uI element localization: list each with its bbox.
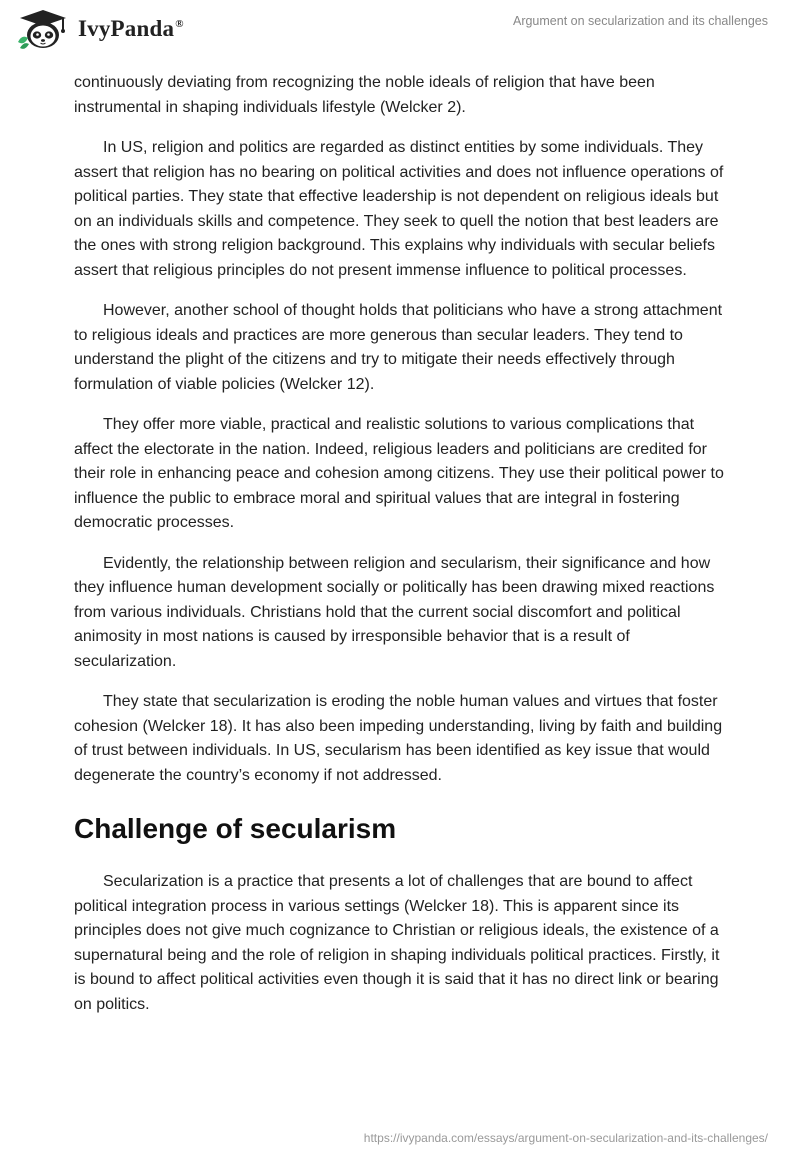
page-header <box>0 0 800 70</box>
ivypanda-logo[interactable] <box>14 8 184 50</box>
document-title: Argument on secularization and its challenges <box>512 14 768 28</box>
section-heading: Challenge of secularism <box>74 813 397 844</box>
paragraph: continuously deviating from recognizing the noble ideals of religion that have been instrumental in shaping individuals lifestyle (Welcker 2). <box>74 74 655 116</box>
brand-name: IvyPanda® <box>78 16 184 41</box>
paragraph: In US, religion and politics are regarded as distinct entities by some individuals. They assert that religion has no bearing on political activities and does not influence operations of political parties. They state that effective leadership is not dependent on religious ideals but on an individuals skills and competence. They seek to quell the notion that best leaders are the ones with strong religion background. This explains why individuals with secular beliefs assert that religious principles do not present immense influence to political processes. <box>74 139 724 279</box>
source-url[interactable]: https://ivypanda.com/essays/argument-on-secularization-and-its-challenges/ <box>363 1131 768 1145</box>
paragraph: They state that secularization is eroding the noble human values and virtues that foster cohesion (Welcker 18). It has also been impeding understanding, living by faith and building of trust between individuals. In US, secularism has been identified as key issue that would degenerate the country’s economy if not addressed. <box>74 693 723 784</box>
paragraph: Evidently, the relationship between religion and secularism, their significance and how they influence human development socially or politically has been drawing mixed reactions from various individuals. Christians hold that the current social discomfort and political animosity in most nations is caused by irresponsible behavior that is a result of secularization. <box>74 554 715 670</box>
essay-body <box>74 71 734 1033</box>
paragraph: They offer more viable, practical and realistic solutions to various complications that affect the electorate in the nation. Indeed, religious leaders and politicians are credited for their role in enhancing peace and cohesion among citizens. They use their political power to influence the public to embrace moral and spiritual values that are integral in fostering democratic processes. <box>74 416 724 531</box>
panda-graduate-icon <box>14 8 72 50</box>
paragraph: However, another school of thought holds that politicians who have a strong attachment to religious ideals and practices are more generous than secular leaders. They tend to understand the plight of the citizens and try to mitigate their needs effectively through formulation of viable policies (Welcker 12). <box>74 302 723 393</box>
paragraph: Secularization is a practice that presents a lot of challenges that are bound to affect political integration process in various settings (Welcker 18). This is apparent since its principles does not give much cognizance to Christian or religious ideals, the existence of a supernatural being and the role of religion in shaping individuals political practices. Firstly, it is bound to affect political activities even though it is said that it has no direct link or bearing on politics. <box>74 873 720 1013</box>
